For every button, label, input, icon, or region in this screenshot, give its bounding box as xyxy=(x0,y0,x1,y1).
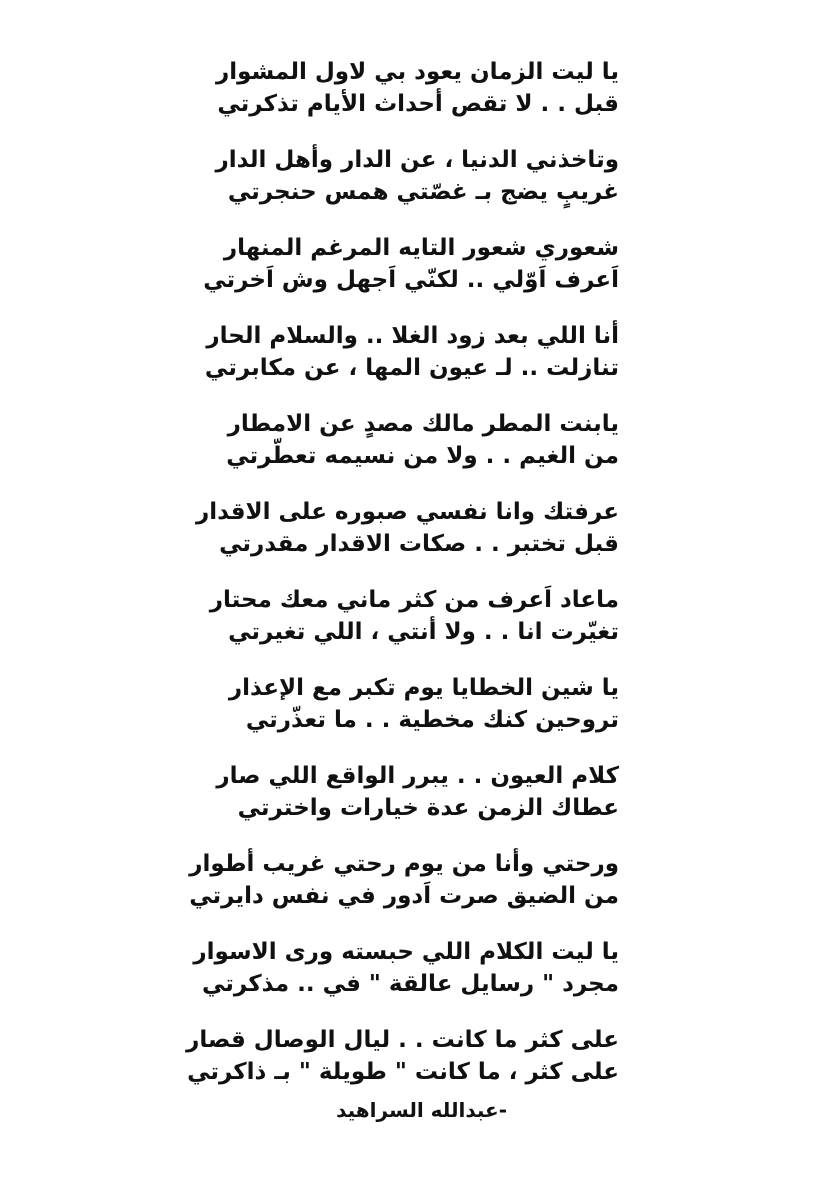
verse-line: عطاك الزمن عدة خيارات واخترتي xyxy=(237,795,619,821)
verse-line: على كثر ، ما كانت " طويلة " بـ ذاكرتي xyxy=(187,1059,619,1085)
verse-line: يا شين الخطايا يوم تكبر مع الإعذار xyxy=(228,675,619,701)
verse-line: يا ليت الكلام اللي حبسته ورى الاسوار xyxy=(193,939,619,965)
verse-line: مجرد " رسايل عالقة " في .. مذكرتي xyxy=(201,971,619,997)
stanza-3 xyxy=(0,232,825,320)
verse-line: تنازلت .. لـ عيون المها ، عن مكابرتي xyxy=(204,355,619,381)
verse-line: من الغيم . . ولا من نسيمه تعطّرتي xyxy=(226,443,619,469)
stanza-11 xyxy=(0,936,825,1024)
stanza-9 xyxy=(0,760,825,848)
verse-line: عرفتك وانا نفسي صبوره على الاقدار xyxy=(196,499,619,525)
verse-line: يا ليت الزمان يعود بي لاول المشوار xyxy=(215,59,619,85)
verse-line: وتاخذني الدنيا ، عن الدار وأهل الدار xyxy=(215,147,619,173)
verse-line: تروحين كنك مخطية . . ما تعذّرتي xyxy=(245,707,619,733)
verse-line: اَعرف اَوّلي .. لكنّي اَجهل وش اَخرتي xyxy=(203,267,619,293)
stanza-4 xyxy=(0,320,825,408)
verse-line: غريبٍ يضج بـ غصّتي همس حنجرتي xyxy=(227,179,619,205)
verse-line: شعوري شعور التايه المرغم المنهار xyxy=(223,235,619,261)
verse-line: قبل . . لا تقص أحداث الأيام تذكرتي xyxy=(217,91,619,117)
verse-line: يابنت المطر مالك مصدٍ عن الامطار xyxy=(227,411,619,437)
stanza-7 xyxy=(0,584,825,672)
stanza-10 xyxy=(0,848,825,936)
verse-line: أنا اللي بعد زود الغلا .. والسلام الحار xyxy=(206,323,619,349)
stanza-1 xyxy=(0,56,825,144)
stanza-8 xyxy=(0,672,825,760)
verse-line: ماعاد اَعرف من كثر ماني معك محتار xyxy=(209,587,619,613)
stanza-5 xyxy=(0,408,825,496)
verse-line: من الضيق صرت اَدور في نفس دايرتي xyxy=(189,883,619,909)
verse-line: كلام العيون . . يبرر الواقع اللي صار xyxy=(216,763,619,789)
poem-body xyxy=(0,56,825,1112)
verse-line: ورحتي وأنا من يوم رحتي غريب أطوار xyxy=(189,851,619,877)
verse-line: على كثر ما كانت . . ليال الوصال قصار xyxy=(186,1027,619,1053)
verse-line: قبل تختبر . . صكات الاقدار مقدرتي xyxy=(219,531,619,557)
stanza-2 xyxy=(0,144,825,232)
verse-line: تغيّرت انا . . ولا أنتي ، اللي تغيرتي xyxy=(228,619,619,645)
stanza-6 xyxy=(0,496,825,584)
author-signature: -عبدالله السراهيد xyxy=(336,1098,507,1122)
